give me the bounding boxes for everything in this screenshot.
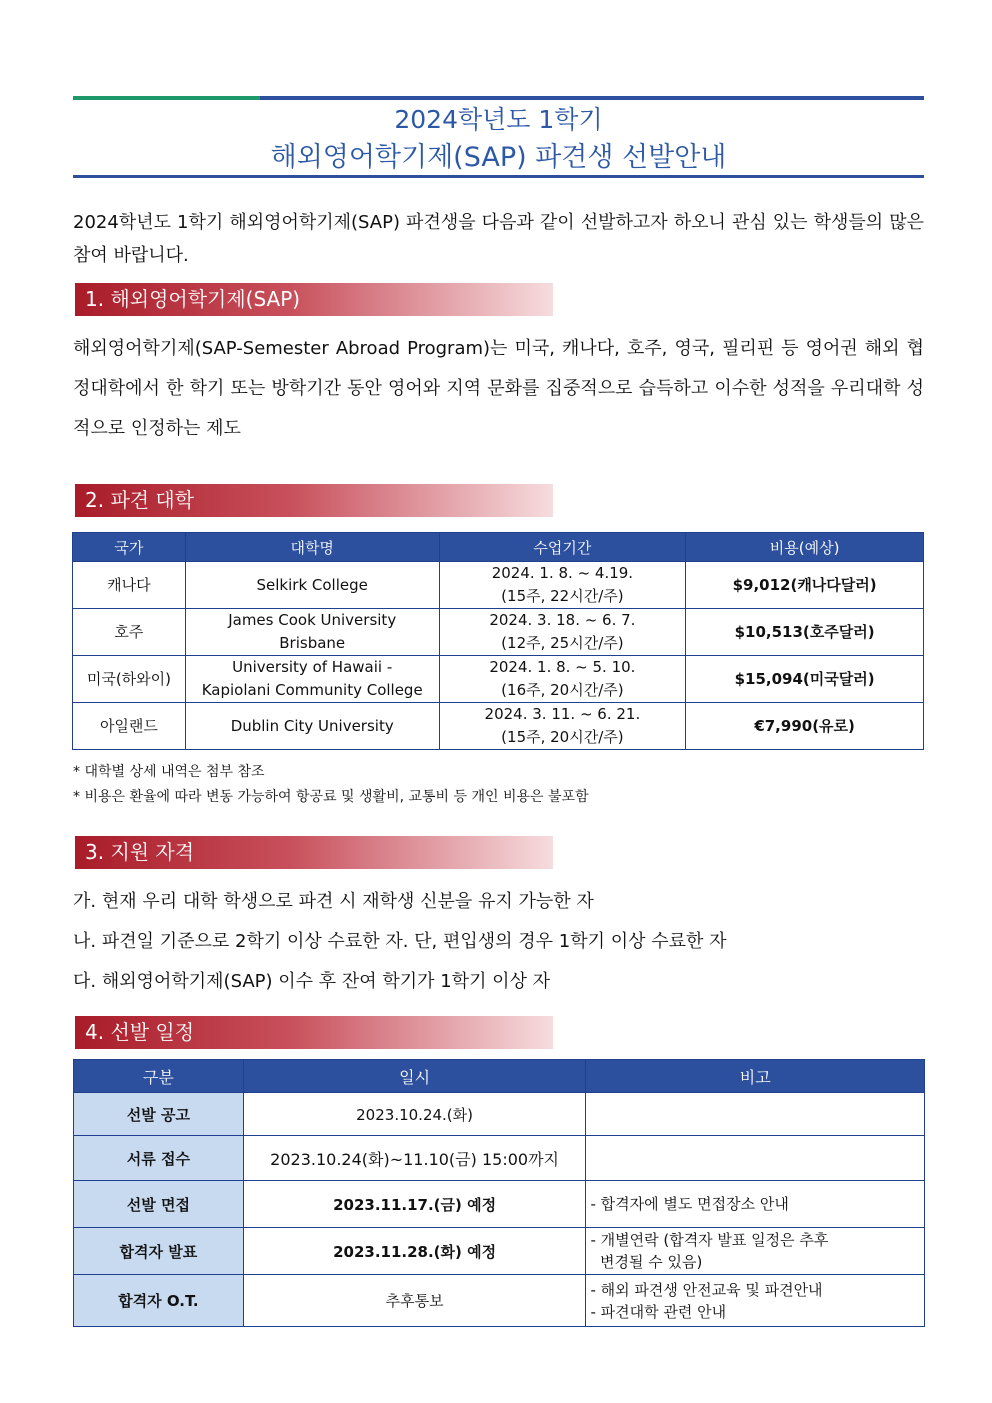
date-cell: 2023.11.17.(금) 예정: [243, 1181, 586, 1228]
schedule-table: [73, 1059, 925, 1327]
table-notes: [73, 760, 589, 810]
cost-cell: $9,012(캐나다달러): [686, 562, 924, 609]
category-cell: 합격자 O.T.: [74, 1275, 244, 1327]
remark-cell: [586, 1181, 925, 1228]
period-hours: (16주, 20시간/주): [501, 681, 624, 699]
category-cell: 선발 면접: [74, 1181, 244, 1228]
cost-cell: $15,094(미국달러): [686, 656, 924, 703]
note-item: * 비용은 환율에 따라 변동 가능하여 항공료 및 생활비, 교통비 등 개인 비용은 불포함: [73, 789, 589, 805]
table-header-row: [74, 1060, 925, 1093]
remark-line: - 개별연락 (합격자 발표 일정은 추후: [590, 1231, 829, 1249]
university-cell: [185, 656, 439, 703]
section-heading-qualifications: 3. 지원 자격: [75, 836, 553, 869]
period-dates: 2024. 1. 8. ~ 4.19.: [491, 564, 634, 582]
university-name: University of Hawaii -: [232, 658, 393, 676]
university-name: Selkirk College: [256, 575, 368, 594]
country-cell: 캐나다: [73, 562, 186, 609]
table-row: [74, 1228, 925, 1275]
table-row: [74, 1181, 925, 1228]
university-cell: [185, 562, 439, 609]
category-cell: 서류 접수: [74, 1136, 244, 1181]
university-name-line2: Brisbane: [279, 634, 346, 652]
header-category: 구분: [74, 1060, 244, 1093]
period-cell: [439, 656, 686, 703]
remark-line: - 파견대학 관련 안내: [590, 1302, 727, 1321]
remark-cell: [586, 1136, 925, 1181]
country-cell: 아일랜드: [73, 703, 186, 750]
header-university: 대학명: [185, 533, 439, 562]
table-row: [74, 1093, 925, 1136]
note-item: * 대학별 상세 내역은 첨부 참조: [73, 764, 265, 780]
remark-line: - 합격자에 별도 면접장소 안내: [590, 1195, 789, 1213]
period-dates: 2024. 1. 8. ~ 5. 10.: [489, 658, 636, 676]
period-dates: 2024. 3. 11. ~ 6. 21.: [484, 705, 641, 723]
university-name: Dublin City University: [230, 716, 394, 735]
country-cell: 미국(하와이): [73, 656, 186, 703]
list-item: 가. 현재 우리 대학 학생으로 파견 시 재학생 신분을 유지 가능한 자: [73, 891, 594, 912]
remark-cell: [586, 1275, 925, 1327]
header-remark: 비고: [586, 1060, 925, 1093]
universities-table: [72, 532, 924, 750]
table-row: [74, 1275, 925, 1327]
title-bottom-rule: [73, 175, 924, 178]
page-title: [73, 100, 924, 178]
period-dates: 2024. 3. 18. ~ 6. 7.: [489, 611, 636, 629]
table-row: [73, 609, 924, 656]
section-heading-schedule: 4. 선발 일정: [75, 1016, 553, 1049]
period-hours: (15주, 22시간/주): [501, 587, 624, 605]
table-row: [73, 703, 924, 750]
period-cell: [439, 609, 686, 656]
date-cell: 2023.11.28.(화) 예정: [243, 1228, 586, 1275]
list-item: 다. 해외영어학기제(SAP) 이수 후 잔여 학기가 1학기 이상 자: [73, 971, 551, 992]
section-heading-sap: 1. 해외영어학기제(SAP): [75, 283, 553, 316]
qualifications-list: [73, 882, 726, 1002]
date-cell: 2023.10.24.(화): [243, 1093, 586, 1136]
period-cell: [439, 703, 686, 750]
university-cell: [185, 703, 439, 750]
table-row: [73, 656, 924, 703]
header-period: 수업기간: [439, 533, 686, 562]
university-cell: [185, 609, 439, 656]
intro-paragraph: 2024학년도 1학기 해외영어학기제(SAP) 파견생을 다음과 같이 선발하고자 하오니 관심 있는 학생들의 많은 참여 바랍니다.: [73, 212, 924, 266]
category-cell: 합격자 발표: [74, 1228, 244, 1275]
cost-cell: €7,990(유로): [686, 703, 924, 750]
date-cell: 추후통보: [243, 1275, 586, 1327]
remark-line: 변경될 수 있음): [590, 1253, 703, 1271]
period-cell: [439, 562, 686, 609]
category-cell: 선발 공고: [74, 1093, 244, 1136]
header-cost: 비용(예상): [686, 533, 924, 562]
table-row: [74, 1136, 925, 1181]
table-row: [73, 562, 924, 609]
section-heading-universities: 2. 파견 대학: [75, 484, 553, 517]
date-cell: 2023.10.24(화)~11.10(금) 15:00까지: [243, 1136, 586, 1181]
title-line-2: 해외영어학기제(SAP) 파견생 선발안내: [270, 142, 727, 173]
table-header-row: [73, 533, 924, 562]
remark-line: - 해외 파견생 안전교육 및 파견안내: [590, 1280, 823, 1299]
header-date: 일시: [243, 1060, 586, 1093]
header-country: 국가: [73, 533, 186, 562]
cost-cell: $10,513(호주달러): [686, 609, 924, 656]
period-hours: (12주, 25시간/주): [501, 634, 624, 652]
remark-cell: [586, 1093, 925, 1136]
university-name: James Cook University: [228, 611, 397, 629]
sap-description: 해외영어학기제(SAP-Semester Abroad Program)는 미국, 캐나다, 호주, 영국, 필리핀 등 영어권 해외 협정대학에서 한 학기 또는 방학기간 동안 영어와 지역 문화를 집중적으로 습득하고 이수한 성적을 우리대학 성적으로 인정하는 제도: [73, 338, 924, 439]
period-hours: (15주, 20시간/주): [501, 728, 624, 746]
title-line-1: 2024학년도 1학기: [394, 105, 603, 134]
remark-cell: [586, 1228, 925, 1275]
country-cell: 호주: [73, 609, 186, 656]
list-item: 나. 파견일 기준으로 2학기 이상 수료한 자. 단, 편입생의 경우 1학기 이상 수료한 자: [73, 931, 727, 952]
university-name-line2: Kapiolani Community College: [201, 681, 423, 699]
